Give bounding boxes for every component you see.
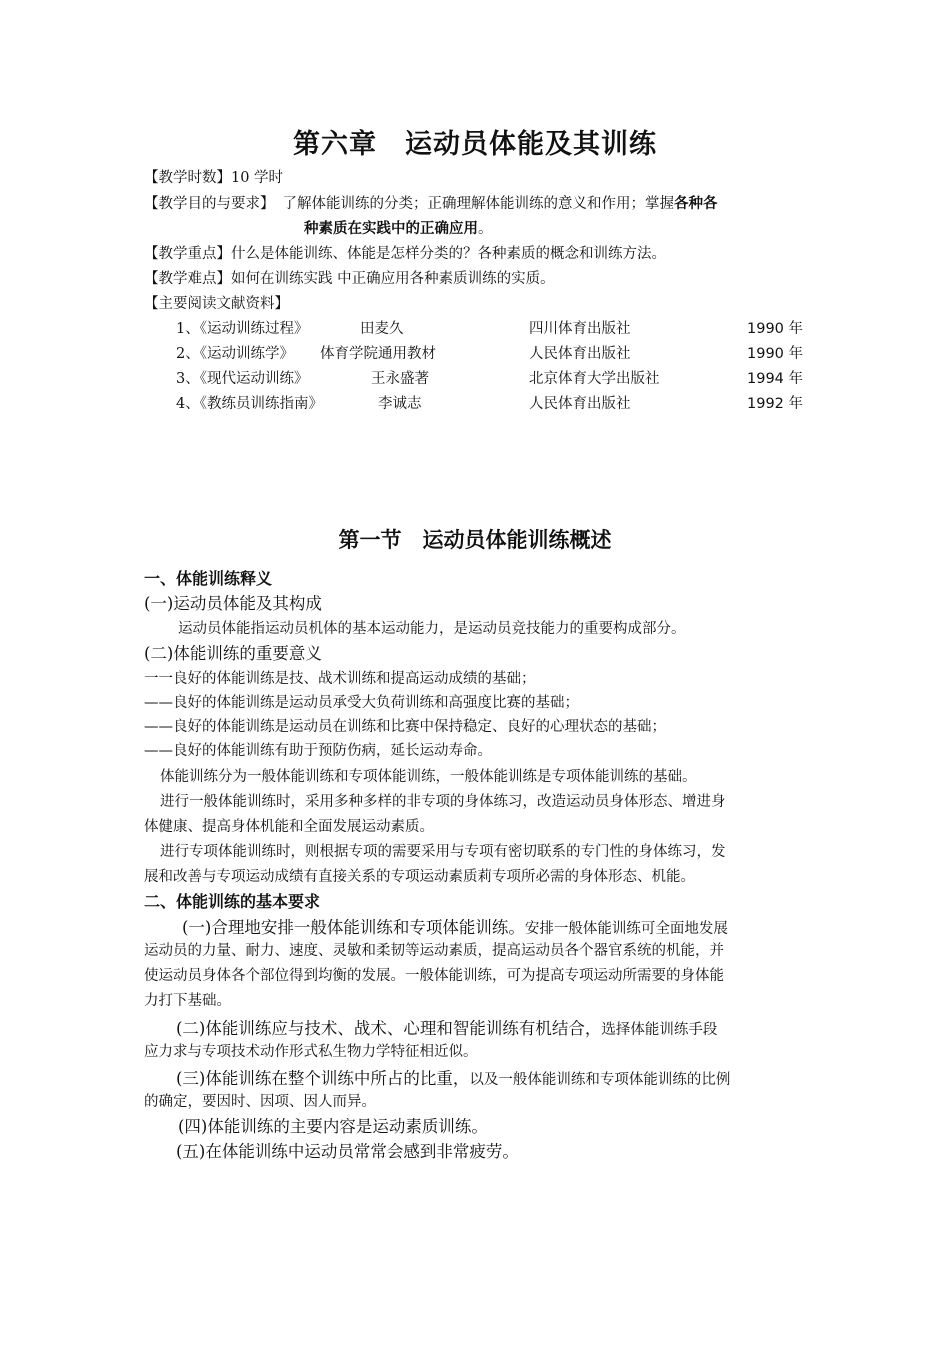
reference-publisher: 北京体育大学出版社 bbox=[529, 371, 660, 387]
chapter-title: 第六章 运动员体能及其训练 bbox=[293, 129, 657, 160]
reference-title: 2、《运动训练学》 bbox=[176, 346, 294, 362]
part1-subheading-1: (一)运动员体能及其构成 bbox=[144, 594, 322, 613]
teaching-goal-bold: 各种各 bbox=[674, 196, 718, 212]
reading-list-label: 【主要阅读文献资料】 bbox=[144, 296, 289, 312]
requirement-3-line2: 的确定，要因时、因项、因人而异。 bbox=[144, 1094, 376, 1110]
part2-heading: 二、体能训练的基本要求 bbox=[144, 892, 321, 911]
requirement-2-line2: 应力求与专项技术动作形式私生物力学特征相近似。 bbox=[144, 1044, 478, 1060]
reference-author: 田麦久 bbox=[360, 321, 404, 337]
teaching-goal-period: 。 bbox=[478, 221, 493, 237]
paragraph-general-vs-specific: 体能训练分为一般体能训练和专项体能训练，一般体能训练是专项体能训练的基础。 bbox=[160, 769, 697, 785]
teaching-goal-text: 了解体能训练的分类；正确理解体能训练的意义和作用；掌握 bbox=[282, 196, 674, 212]
part1-subheading-2: (二)体能训练的重要意义 bbox=[144, 644, 322, 663]
requirement-4: (四)体能训练的主要内容是运动素质训练。 bbox=[178, 1117, 488, 1136]
importance-item: ——良好的体能训练是运动员在训练和比赛中保持稳定、良好的心理状态的基础； bbox=[144, 719, 666, 735]
reference-title: 3、《现代运动训练》 bbox=[176, 371, 309, 387]
reference-year: 1994 年 bbox=[747, 371, 804, 387]
reference-author: 王永盛著 bbox=[371, 371, 429, 387]
paragraph-specific-training-line2: 展和改善与专项运动成绩有直接关系的专项运动素质莉专项所必需的身体形态、机能。 bbox=[144, 869, 695, 885]
teaching-goal bbox=[144, 192, 718, 213]
reference-title: 1、《运动训练过程》 bbox=[176, 321, 309, 337]
requirement-1-lead: (一)合理地安排一般体能训练和专项体能训练。 bbox=[182, 918, 525, 937]
reference-author: 李诚志 bbox=[378, 396, 422, 412]
requirement-2-line1 bbox=[176, 1015, 717, 1039]
teaching-goal-continued bbox=[304, 217, 493, 238]
requirement-3-lead: (三)体能训练在整个训练中所占的比重， bbox=[176, 1069, 470, 1088]
requirement-5: (五)在体能训练中运动员常常会感到非常疲劳。 bbox=[176, 1142, 519, 1161]
importance-item: ——良好的体能训练有助于预防伤病，延长运动寿命。 bbox=[144, 743, 492, 759]
reference-publisher: 人民体育出版社 bbox=[529, 396, 631, 412]
requirement-1-text: 安排一般体能训练可全面地发展 bbox=[524, 921, 728, 937]
section-title: 第一节 运动员体能训练概述 bbox=[338, 528, 612, 552]
requirement-3-line1 bbox=[176, 1065, 730, 1089]
requirement-2-text: 选择体能训练手段 bbox=[601, 1022, 718, 1038]
requirement-2-lead: (二)体能训练应与技术、战术、心理和智能训练有机结合， bbox=[176, 1019, 602, 1038]
reference-author: 体育学院通用教材 bbox=[320, 346, 436, 362]
reference-publisher: 人民体育出版社 bbox=[529, 346, 631, 362]
reference-title: 4、《教练员训练指南》 bbox=[176, 396, 323, 412]
requirement-1-line1 bbox=[182, 914, 728, 938]
paragraph-specific-training-line1: 进行专项体能训练时，则根据专项的需要采用与专项有密切联系的专门性的身体练习，发 bbox=[160, 844, 726, 860]
requirement-3-text: 以及一般体能训练和专项体能训练的比例 bbox=[469, 1072, 731, 1088]
teaching-goal-label: 【教学目的与要求】 bbox=[144, 196, 275, 212]
teaching-difficulty: 【教学难点】如何在训练实践 中正确应用各种素质训练的实质。 bbox=[144, 271, 555, 287]
reference-year: 1990 年 bbox=[747, 346, 804, 362]
importance-item: ——良好的体能训练是运动员承受大负荷训练和高强度比赛的基础； bbox=[144, 695, 579, 711]
paragraph-general-training-line1: 进行一般体能训练时，采用多种多样的非专项的身体练习，改造运动员身体形态、增进身 bbox=[160, 794, 726, 810]
teaching-goal-bold-line2: 种素质在实践中的正确应用 bbox=[304, 221, 478, 237]
reference-year: 1990 年 bbox=[747, 321, 804, 337]
requirement-1-line4: 力打下基础。 bbox=[144, 993, 231, 1009]
part1-heading: 一、体能训练释义 bbox=[144, 569, 273, 588]
importance-item: 一一良好的体能训练是技、战术训练和提高运动成绩的基础； bbox=[144, 671, 536, 687]
requirement-1-line3: 使运动员身体各个部位得到均衡的发展。一般体能训练，可为提高专项运动所需要的身体能 bbox=[144, 968, 724, 984]
reference-year: 1992 年 bbox=[747, 396, 804, 412]
teaching-focus: 【教学重点】什么是体能训练、体能是怎样分类的？各种素质的概念和训练方法。 bbox=[144, 246, 666, 262]
teaching-hours: 【教学时数】10 学时 bbox=[144, 170, 284, 186]
paragraph-general-training-line2: 体健康、提高身体机能和全面发展运动素质。 bbox=[144, 819, 434, 835]
part1-sub1-text: 运动员体能指运动员机体的基本运动能力，是运动员竞技能力的重要构成部分。 bbox=[178, 621, 686, 637]
requirement-1-line2: 运动员的力量、耐力、速度、灵敏和柔韧等运动素质，提高运动员各个器官系统的机能，并 bbox=[144, 943, 724, 959]
reference-publisher: 四川体育出版社 bbox=[529, 321, 631, 337]
